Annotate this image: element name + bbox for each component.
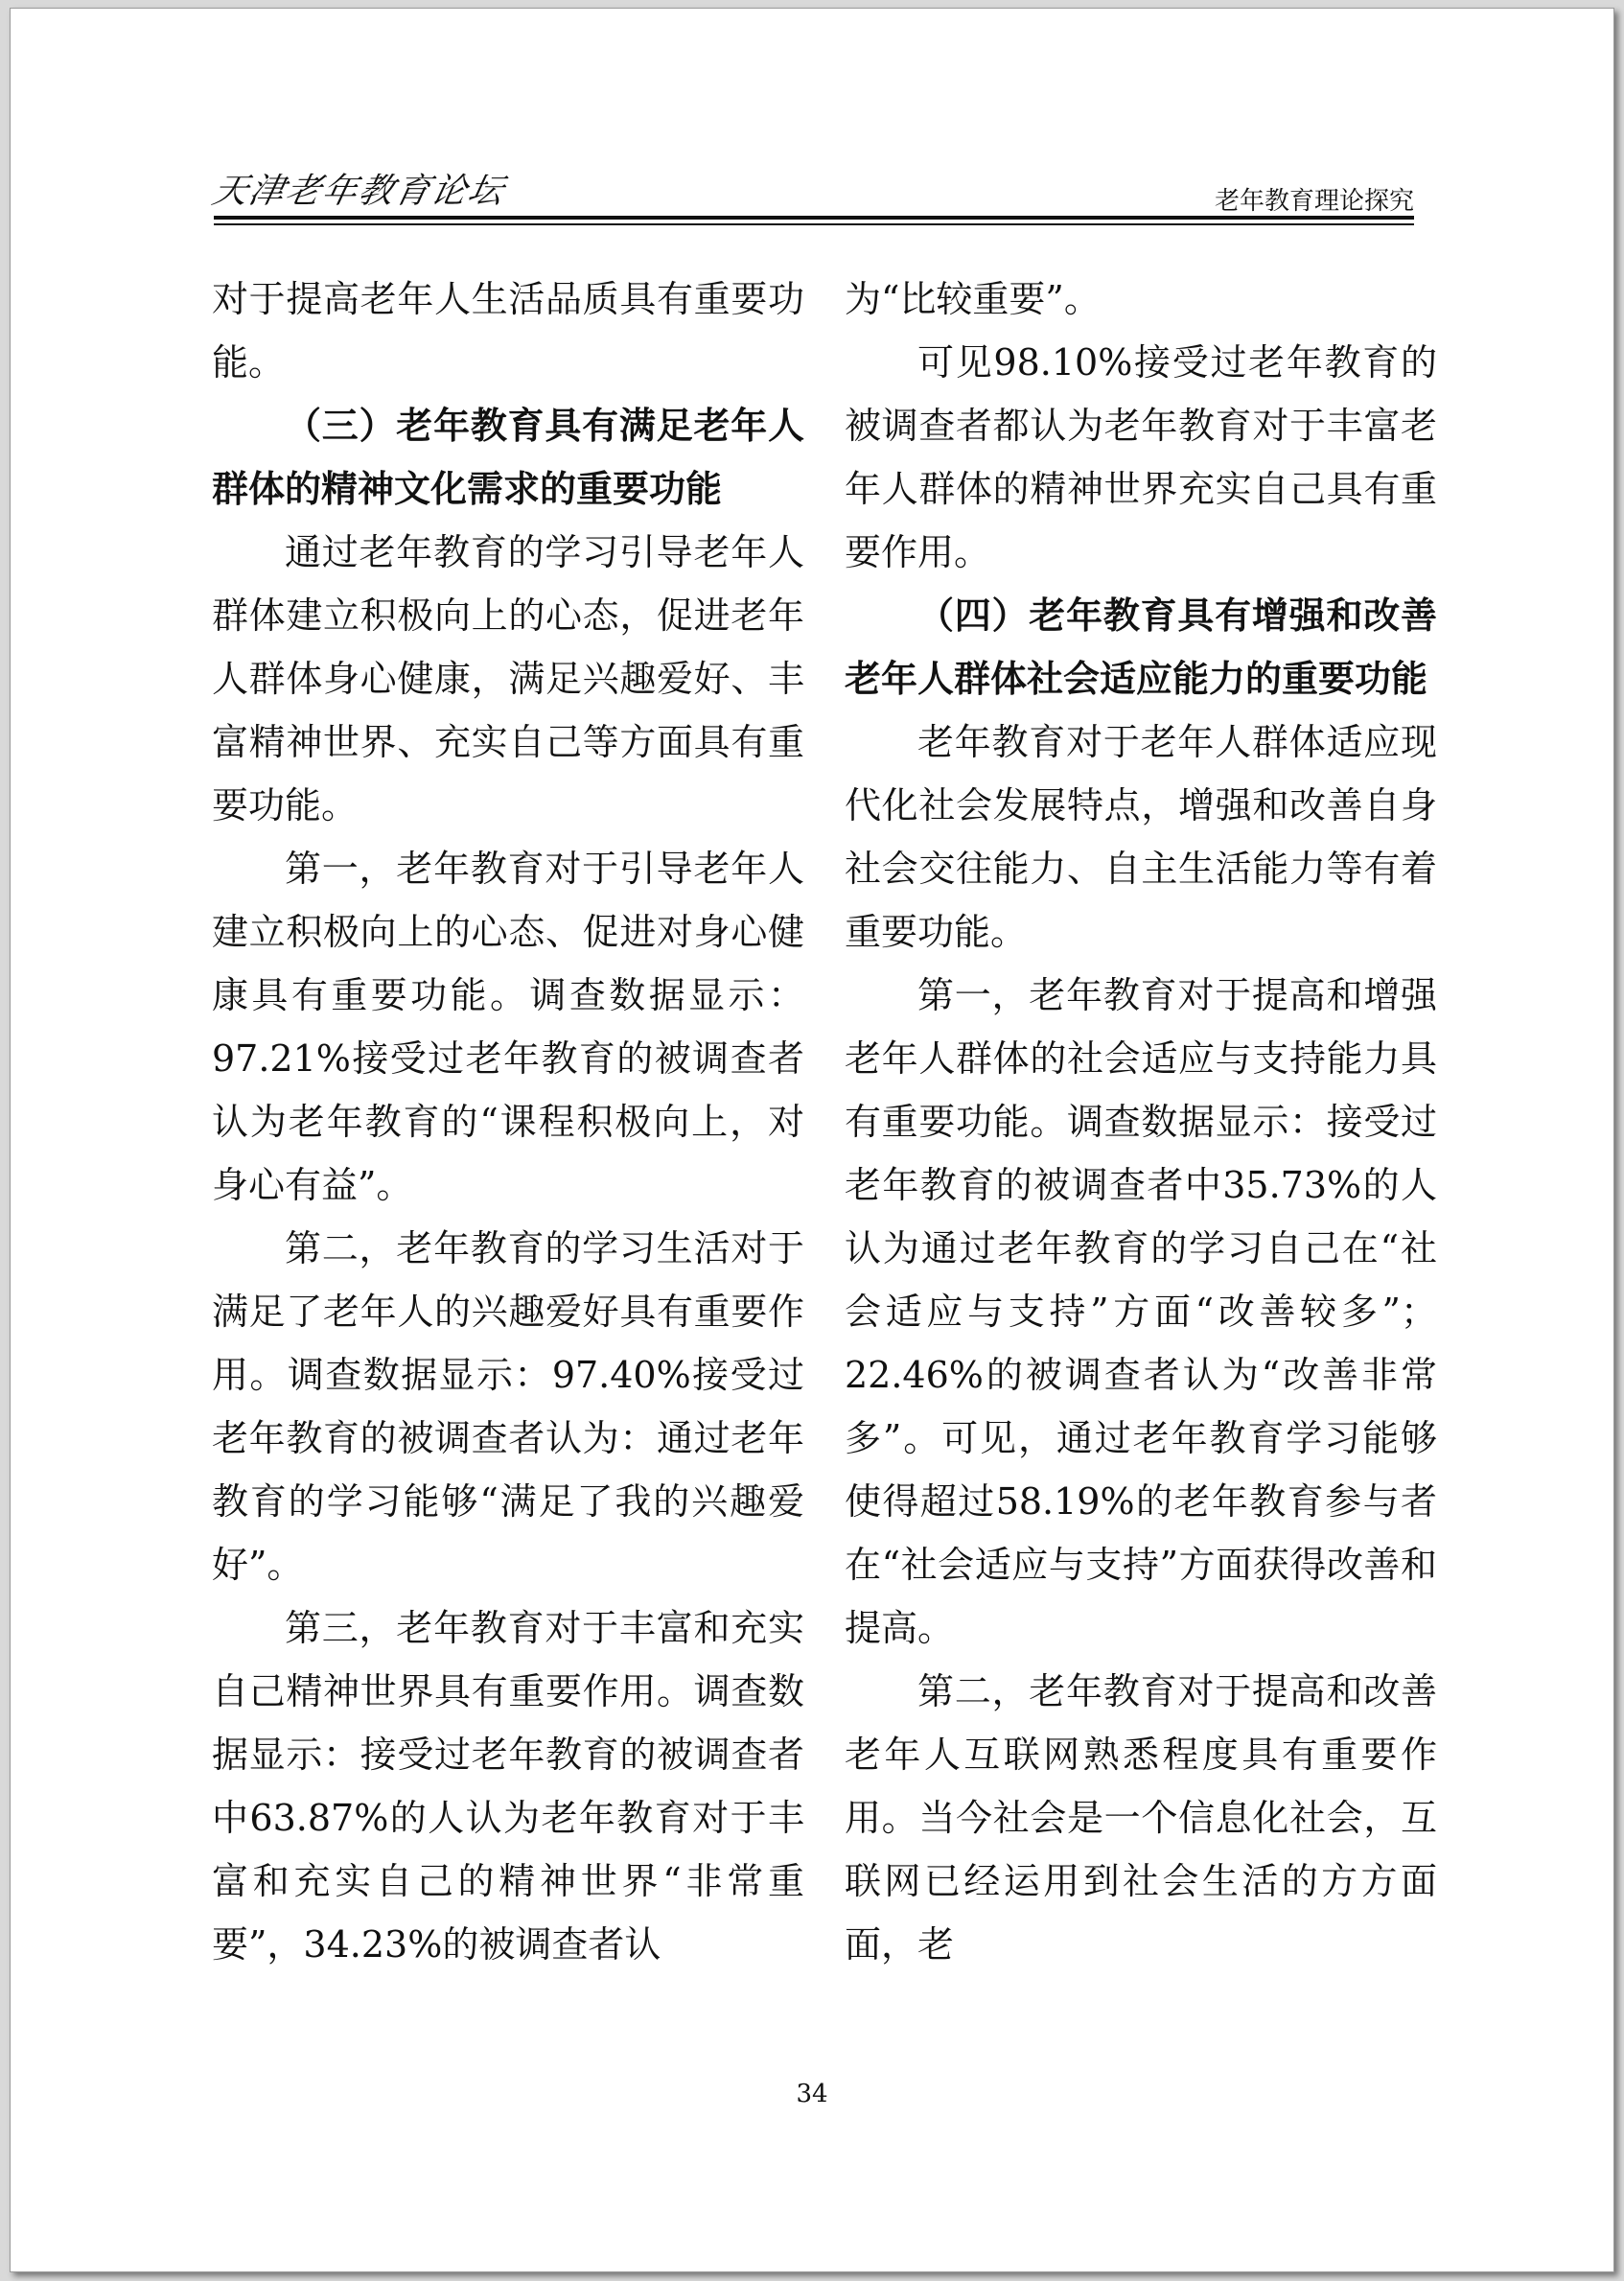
section-heading: （三）老年教育具有满足老年人群体的精神文化需求的重要功能 [212, 405, 804, 510]
page-number: 34 [796, 2080, 828, 2108]
paragraph: 通过老年教育的学习引导老年人群体建立积极向上的心态，促进老年人群体身心健康，满足兴趣爱好、丰富精神世界、充实自己等方面具有重要功能。 [212, 531, 804, 826]
right-column [845, 268, 1437, 1976]
header-rule-thick [214, 216, 1414, 220]
page [10, 8, 1614, 2272]
left-column [212, 268, 804, 1976]
paragraph: 为“比较重要”。 [845, 278, 1101, 320]
paragraph: 第二，老年教育对于提高和改善老年人互联网熟悉程度具有重要作用。当今社会是一个信息化社会，互联网已经运用到社会生活的方方面面，老 [845, 1670, 1437, 1966]
section-title: 老年教育理论探究 [1214, 187, 1414, 216]
paragraph: 第三，老年教育对于丰富和充实自己精神世界具有重要作用。调查数据显示：接受过老年教育的被调查者中63.87%的人认为老年教育对于丰富和充实自己的精神世界“非常重要”，34.23%的被调查者认 [212, 1607, 804, 1966]
paragraph: 老年教育对于老年人群体适应现代化社会发展特点，增强和改善自身社会交往能力、自主生活能力等有着重要功能。 [845, 721, 1437, 953]
paragraph: 第一，老年教育对于引导老年人建立积极向上的心态、促进对身心健康具有重要功能。调查数据显示：97.21%接受过老年教育的被调查者认为老年教育的“课程积极向上，对身心有益”。 [212, 848, 804, 1206]
paragraph: 第二，老年教育的学习生活对于满足了老年人的兴趣爱好具有重要作用。调查数据显示：97.40%接受过老年教育的被调查者认为：通过老年教育的学习能够“满足了我的兴趣爱好”。 [212, 1227, 804, 1586]
header-rule-thin [214, 223, 1414, 225]
journal-logo: 天津老年教育论坛 [209, 172, 509, 211]
paragraph: 第一，老年教育对于提高和增强老年人群体的社会适应与支持能力具有重要功能。调查数据显示：接受过老年教育的被调查者中35.73%的人认为通过老年教育的学习自己在“社会适应与支持”方面“改善较多”； 22.46%的被调查者认为“改善非常多”。可见，通过老年教育学习能够使得超过58.19%的老年教育参与者在“社会适应与支持”方面获得改善和提高。 [845, 974, 1437, 1649]
section-heading: （四）老年教育具有增强和改善老年人群体社会适应能力的重要功能 [845, 594, 1437, 700]
paragraph: 对于提高老年人生活品质具有重要功能。 [212, 278, 804, 384]
paragraph: 可见98.10%接受过老年教育的被调查者都认为老年教育对于丰富老年人群体的精神世界充实自己具有重要作用。 [845, 341, 1437, 573]
